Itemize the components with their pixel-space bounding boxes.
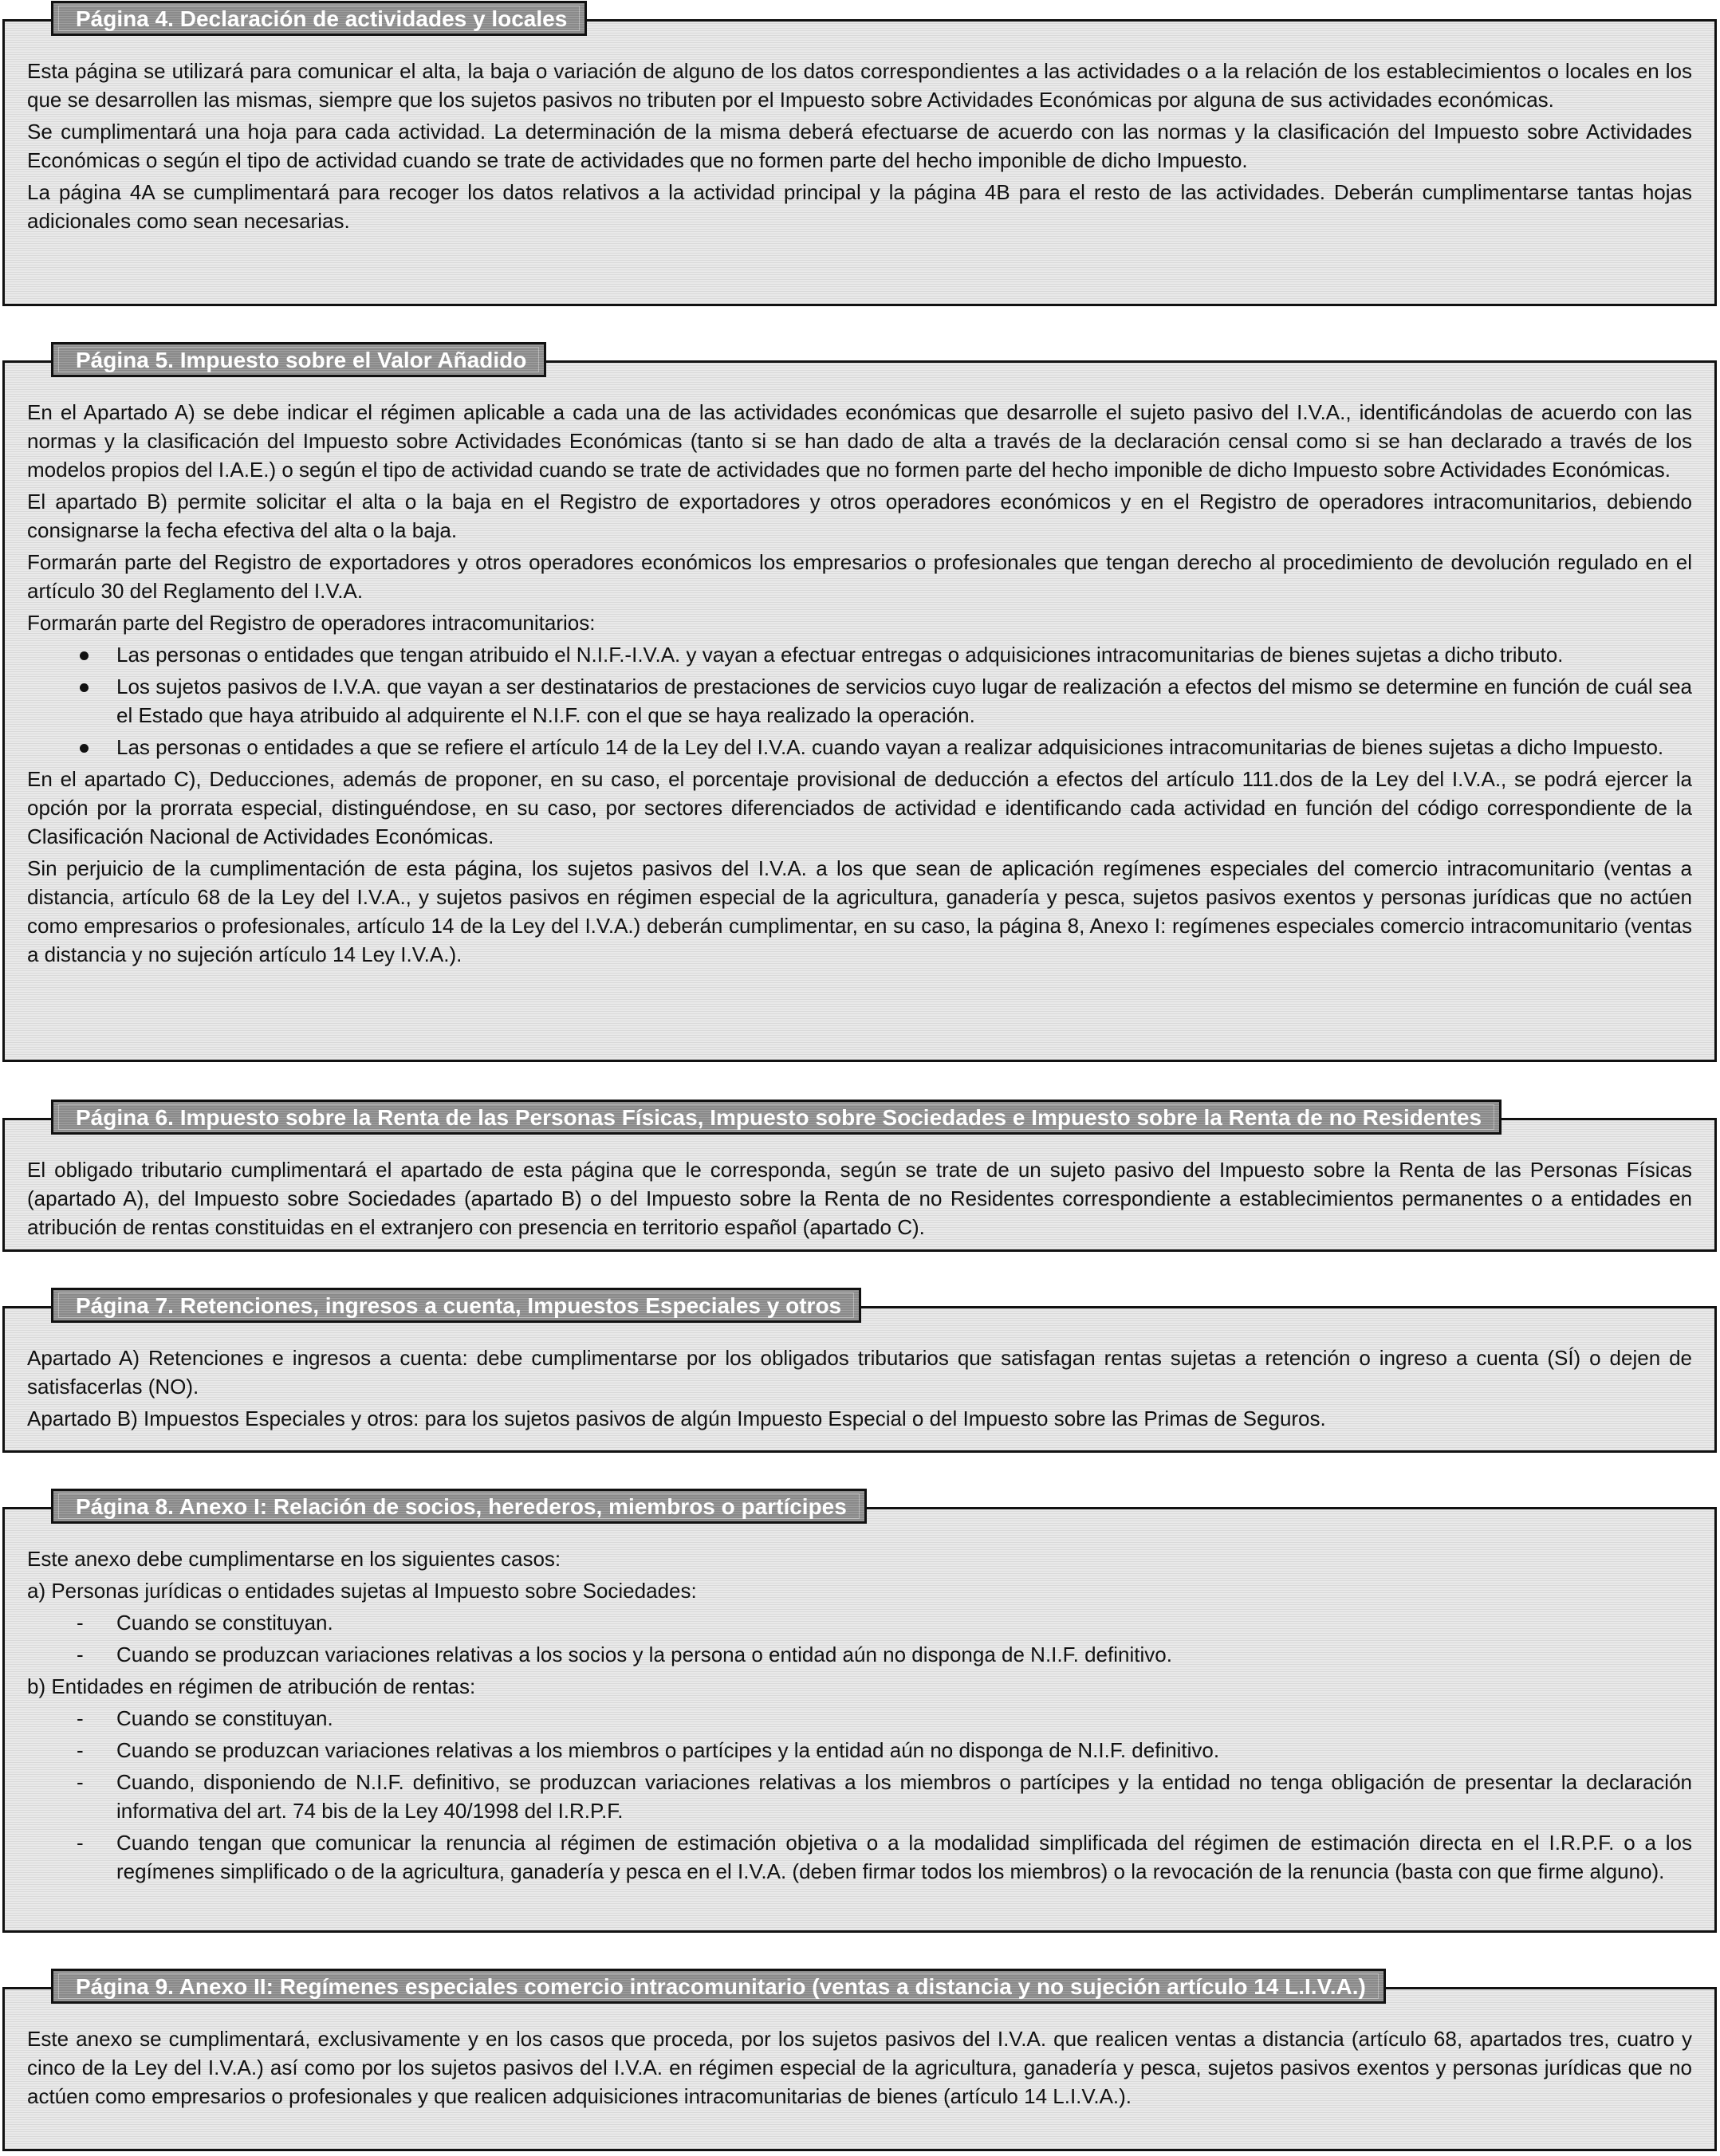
section-body (27, 1544, 1692, 1886)
paragraph: La página 4A se cumplimentará para recoger los datos relativos a la actividad principal y la página 4B para el resto de las actividades. Deberán cumplimentarse tantas hojas adicionales como sean necesarias. (27, 180, 1692, 233)
dash-list (27, 1704, 1692, 1886)
paragraph: b) Entidades en régimen de atribución de rentas: (27, 1674, 476, 1698)
dash-list (27, 1608, 1692, 1669)
paragraph: Esta página se utilizará para comunicar el alta, la baja o variación de alguno de los datos correspondientes a las actividades o a la relación de los establecimientos o locales en los que se desarrollen las mismas, siempre que los sujetos pasivos no tributen por el Impuesto sobre Actividades Económicas por alguna de sus actividades económicas. (27, 59, 1692, 112)
paragraph: Formarán parte del Registro de exportadores y otros operadores económicos los empresarios o profesionales que tengan derecho al procedimiento de devolución regulado en el artículo 30 del Reglamento del I.V.A. (27, 550, 1692, 603)
section-title: Página 5. Impuesto sobre el Valor Añadido (51, 342, 546, 377)
section-body (27, 1344, 1692, 1433)
paragraph: Sin perjuicio de la cumplimentación de esta página, los sujetos pasivos del I.V.A. a los que sean de aplicación regímenes especiales del comercio intracomunitario (ventas a distancia, artículo 68 de la Ley del I.V.A., y sujetos pasivos en régimen especial de la agricultura, ganadería y pesca, sujetos pasivos exentos y personas jurídicas que no actúen como empresarios o profesionales, artículo 14 de la Ley del I.V.A.) deberán cumplimentar, en su caso, la página 8, Anexo I: regímenes especiales comercio intracomunitario (ventas a distancia y no sujeción artículo 14 Ley I.V.A.). (27, 856, 1692, 966)
section-title: Página 8. Anexo I: Relación de socios, herederos, miembros o partícipes (51, 1489, 867, 1524)
paragraph: El obligado tributario cumplimentará el apartado de esta página que le corresponda, según se trate de un sujeto pasivo del Impuesto sobre la Renta de las Personas Físicas (apartado A), del Impuesto sobre Sociedades (apartado B) o del Impuesto sobre la Renta de no Residentes correspondiente a establecimientos permanentes o a entidades en atribución de rentas constituidas en el extranjero con presencia en territorio español (apartado C). (27, 1158, 1692, 1239)
list-item: - Cuando tengan que comunicar la renuncia al régimen de estimación objetiva o a la modalidad simplificada del régimen de estimación directa en el I.R.P.F. o a los regímenes simplificado o de la agricultura, ganadería y pesca en el I.V.A. (deben firmar todos los miembros) o la revocación de la renuncia (basta con que firme alguno). (27, 1828, 1692, 1886)
list-item: - Cuando se produzcan variaciones relativas a los miembros o partícipes y la entidad aún no disponga de N.I.F. definitivo. (27, 1736, 1692, 1765)
list-item: Las personas o entidades a que se refiere el artículo 14 de la Ley del I.V.A. cuando vayan a realizar adquisiciones intracomunitarias de bienes sujetas a dicho Impuesto. (27, 733, 1692, 761)
paragraph: Apartado A) Retenciones e ingresos a cuenta: debe cumplimentarse por los obligados tributarios que satisfagan rentas sujetas a retención o ingreso a cuenta (SÍ) o dejen de satisfacerlas (NO). (27, 1346, 1692, 1399)
paragraph: En el apartado C), Deducciones, además de proponer, en su caso, el porcentaje provisional de deducción a efectos del artículo 111.dos de la Ley del I.V.A., se podrá ejercer la opción por la prorrata especial, distinguéndose, en su caso, por sectores diferenciados de actividad e identificando cada actividad en función del código correspondiente de la Clasificación Nacional de Actividades Económicas. (27, 767, 1692, 848)
section-body (27, 57, 1692, 235)
section-title: Página 9. Anexo II: Regímenes especiales comercio intracomunitario (ventas a distancia y no sujeción artículo 14 L.I.V.A.) (51, 1969, 1386, 2004)
section-pagina-5 (2, 348, 1717, 1062)
section-body (27, 398, 1692, 969)
paragraph: a) Personas jurídicas o entidades sujetas al Impuesto sobre Sociedades: (27, 1579, 697, 1603)
section-body (27, 1155, 1692, 1241)
paragraph: En el Apartado A) se debe indicar el régimen aplicable a cada una de las actividades económicas que desarrolle el sujeto pasivo del I.V.A., identificándolas de acuerdo con las normas y la clasificación del Impuesto sobre Actividades Económicas (tanto si se han dado de alta a través de la declaración censal como si se han declarado a través de los modelos propios del I.A.E.) o según el tipo de actividad cuando se trate de actividades que no formen parte del hecho imponible de dicho Impuesto sobre Actividades Económicas. (27, 400, 1692, 482)
list-item: Las personas o entidades que tengan atribuido el N.I.F.-I.V.A. y vayan a efectuar entregas o adquisiciones intracomunitarias de bienes sujetas a dicho tributo. (27, 640, 1692, 669)
paragraph: Este anexo se cumplimentará, exclusivamente y en los casos que proceda, por los sujetos pasivos del I.V.A. que realicen ventas a distancia (artículo 68, apartados tres, cuatro y cinco de la Ley del I.V.A.) así como por los sujetos pasivos del I.V.A. en régimen especial de la agricultura, ganadería y pesca, sujetos pasivos exentos y personas jurídicas que no actúen como empresarios o profesionales y que realicen adquisiciones intracomunitarias de bienes (artículo 14 L.I.V.A.). (27, 2027, 1692, 2108)
bullet-list (27, 640, 1692, 761)
section-pagina-7 (2, 1293, 1717, 1453)
list-item: - Cuando, disponiendo de N.I.F. definitivo, se produzcan variaciones relativas a los miembros o partícipes y la entidad no tenga obligación de presentar la declaración informativa del art. 74 bis de la Ley 40/1998 del I.R.P.F. (27, 1768, 1692, 1825)
section-pagina-9 (2, 1974, 1717, 2151)
paragraph: Formarán parte del Registro de operadores intracomunitarios: (27, 611, 596, 635)
paragraph: Apartado B) Impuestos Especiales y otros: para los sujetos pasivos de algún Impuesto Especial o del Impuesto sobre las Primas de Seguros. (27, 1407, 1326, 1430)
paragraph: El apartado B) permite solicitar el alta o la baja en el Registro de exportadores y otros operadores económicos y en el Registro de operadores intracomunitarios, debiendo consignarse la fecha efectiva del alta o la baja. (27, 490, 1692, 542)
list-item: - Cuando se produzcan variaciones relativas a los socios y la persona o entidad aún no disponga de N.I.F. definitivo. (27, 1640, 1692, 1669)
section-title: Página 6. Impuesto sobre la Renta de las Personas Físicas, Impuesto sobre Sociedades e Impuesto sobre la Renta de no Residentes (51, 1100, 1502, 1135)
section-title: Página 4. Declaración de actividades y locales (51, 1, 587, 36)
paragraph: Este anexo debe cumplimentarse en los siguientes casos: (27, 1547, 561, 1571)
list-item: Los sujetos pasivos de I.V.A. que vayan a ser destinatarios de prestaciones de servicios cuyo lugar de realización a efectos del mismo se determine en función de cuál sea el Estado que haya atribuido al adquirente el N.I.F. con el que se haya realizado la operación. (27, 672, 1692, 730)
section-pagina-6 (2, 1105, 1717, 1252)
list-item: - Cuando se constituyan. (27, 1608, 1692, 1637)
paragraph: Se cumplimentará una hoja para cada actividad. La determinación de la misma deberá efectuarse de acuerdo con las normas y la clasificación del Impuesto sobre Actividades Económicas o según el tipo de actividad cuando se trate de actividades que no formen parte del hecho imponible de dicho Impuesto. (27, 120, 1692, 172)
section-pagina-8 (2, 1494, 1717, 1933)
section-body (27, 2024, 1692, 2111)
section-pagina-4 (2, 6, 1717, 306)
list-item: - Cuando se constituyan. (27, 1704, 1692, 1733)
section-title: Página 7. Retenciones, ingresos a cuenta, Impuestos Especiales y otros (51, 1288, 861, 1323)
